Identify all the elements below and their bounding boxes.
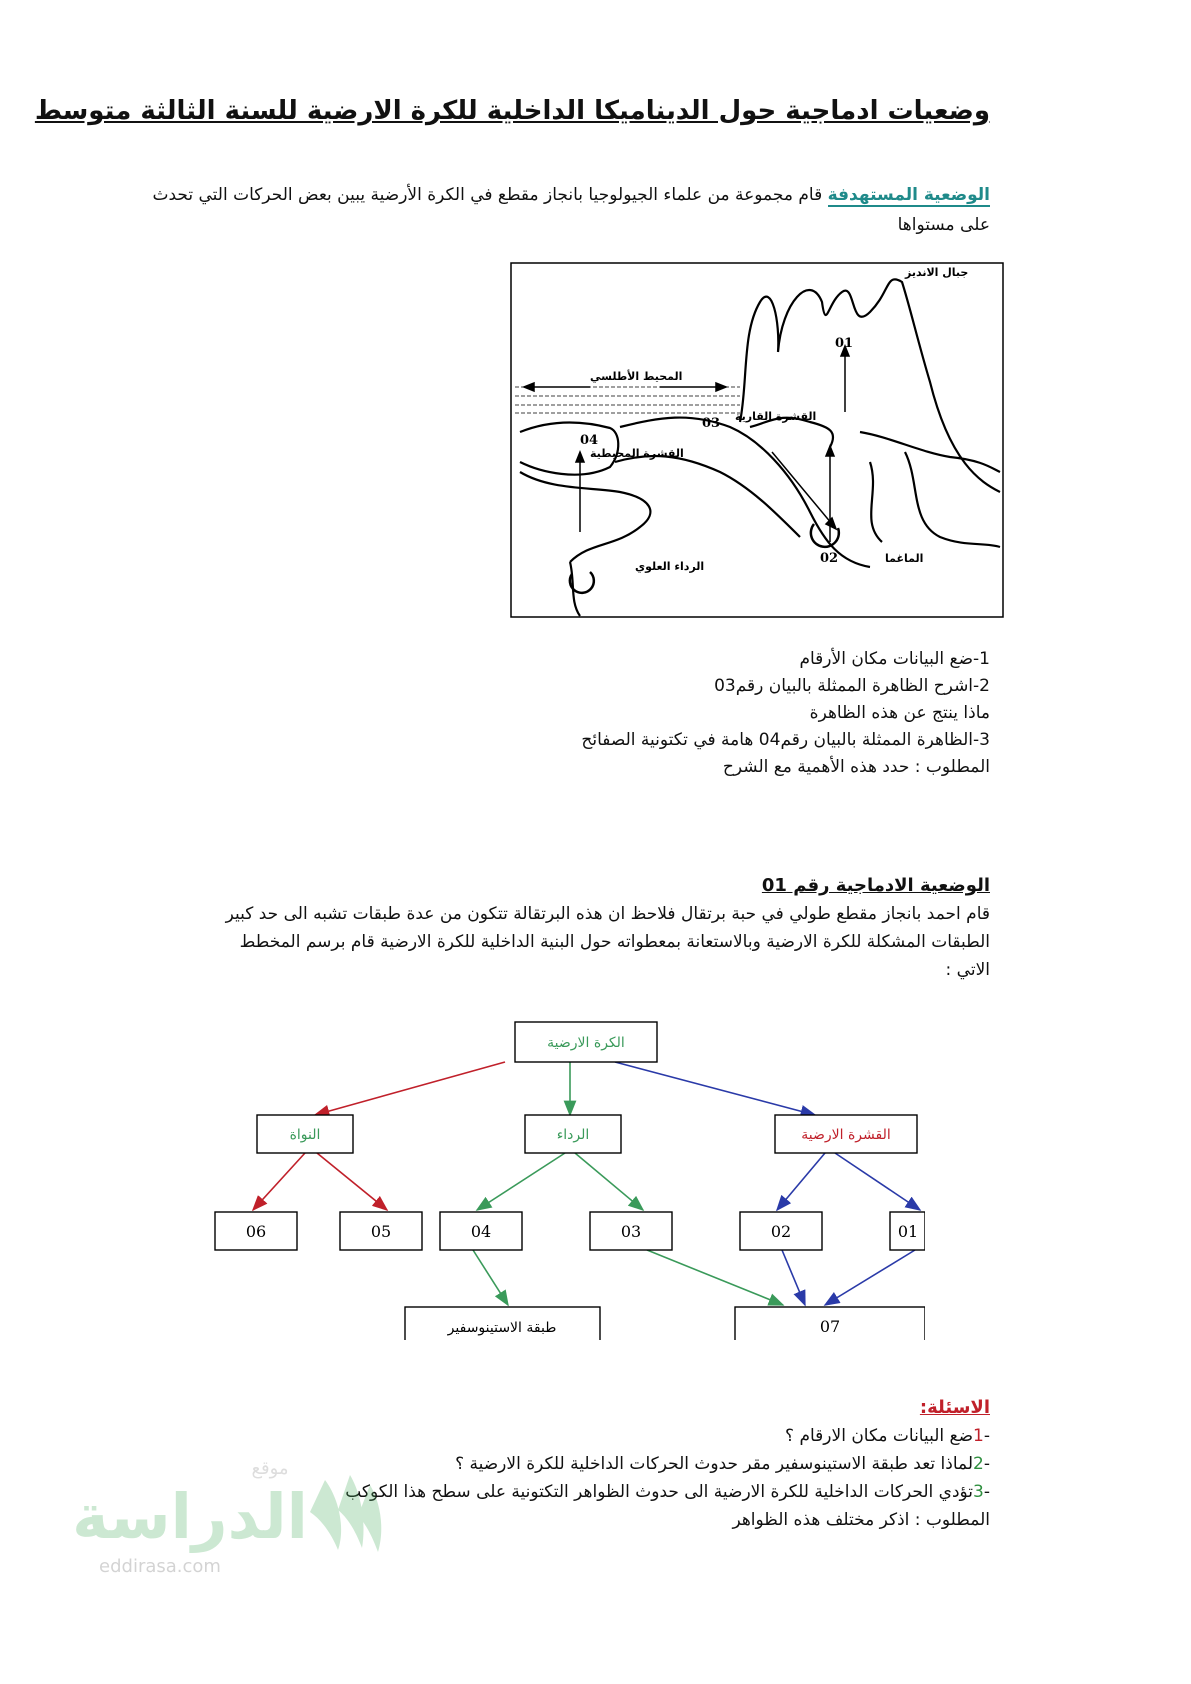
box-06: 06 bbox=[245, 1222, 267, 1241]
box-01: 01 bbox=[897, 1222, 919, 1241]
watermark-big: الدراسة bbox=[72, 1480, 308, 1553]
situation1-intro bbox=[152, 180, 990, 240]
label-oceanic-crust: القشرة المحيطية bbox=[590, 447, 684, 460]
label-continental-crust: القشرة القارية bbox=[735, 410, 817, 423]
box-05: 05 bbox=[370, 1222, 392, 1241]
s2-final-request: المطلوب : اذكر مختلف هذه الظواهر bbox=[732, 1510, 990, 1530]
s1-question-2: 2-اشرح الظاهرة الممثلة بالبيان رقم03 bbox=[714, 676, 990, 696]
s2-line3: الاتي : bbox=[945, 960, 990, 980]
watermark-url: eddirasa.com bbox=[99, 1556, 221, 1577]
watermark-small: موقع bbox=[251, 1458, 289, 1479]
s2-question-1: -1ضع البيانات مكان الارقام ؟ bbox=[785, 1426, 990, 1446]
map-number-02: 02 bbox=[820, 551, 839, 566]
box-04: 04 bbox=[470, 1222, 492, 1241]
label-andes: جبال الانديز bbox=[905, 266, 969, 279]
s1-question-2b: ماذا ينتج عن هذه الظاهرة bbox=[809, 703, 990, 723]
diagram-arrows bbox=[253, 1062, 920, 1305]
s1-question-1: 1-ضع البيانات مكان الأرقام bbox=[799, 649, 990, 669]
site-watermark bbox=[70, 1440, 400, 1580]
situation2-text bbox=[200, 872, 990, 984]
s2-line1: قام احمد بانجاز مقطع طولي في حبة برتقال فلاحظ ان هذه البرتقالة تتكون من عدة طبقات تشبه الى حد كبير bbox=[225, 904, 990, 924]
s2-question-3: -3تؤدي الحركات الداخلية للكرة الارضية الى حدوث الظواهر التكتونية على سطح هذا الكوكب bbox=[345, 1482, 990, 1502]
box-07: 07 bbox=[819, 1317, 841, 1336]
box-crust: القشرة الارضية bbox=[801, 1127, 891, 1143]
book-logo-icon bbox=[310, 1475, 381, 1552]
situation1-heading: الوضعية المستهدفة bbox=[827, 185, 990, 205]
questions-heading: الاسئلة: bbox=[919, 1397, 990, 1418]
s1-question-3b: المطلوب : حدد هذه الأهمية مع الشرح bbox=[722, 757, 990, 777]
label-atlantic: المحيط الأطلسي bbox=[590, 370, 683, 383]
box-core: النواة bbox=[289, 1127, 321, 1143]
intro-line1: قام مجموعة من علماء الجيولوجيا بانجاز مقطع في الكرة الأرضية يبين بعض الحركات التي تحدث bbox=[152, 185, 823, 205]
earth-structure-diagram bbox=[205, 1010, 925, 1340]
page-title: وضعيات ادماجية حول الديناميكا الداخلية للكرة الارضية للسنة الثالثة متوسط bbox=[34, 96, 990, 126]
map-number-03: 03 bbox=[702, 416, 721, 431]
box-earth: الكرة الارضية bbox=[547, 1035, 625, 1051]
map-number-04: 04 bbox=[580, 433, 599, 448]
box-02: 02 bbox=[770, 1222, 792, 1241]
box-mantle: الرداء bbox=[556, 1127, 590, 1143]
s1-question-3: 3-الظاهرة الممثلة بالبيان رقم04 هامة في تكتونية الصفائح bbox=[581, 730, 990, 750]
situation2-heading: الوضعية الادماجية رقم 01 bbox=[761, 875, 990, 896]
s2-question-2: -2لماذا تعد طبقة الاستينوسفير مقر حدوث الحركات الداخلية للكرة الارضية ؟ bbox=[455, 1454, 990, 1474]
map-number-01: 01 bbox=[835, 336, 854, 351]
box-asthenosphere: طبقة الاستينوسفير bbox=[447, 1320, 557, 1336]
situation1-questions bbox=[400, 646, 990, 781]
label-magma: الماغما bbox=[885, 552, 924, 565]
tectonic-section-map bbox=[510, 262, 1004, 618]
s2-line2: الطبقات المشكلة للكرة الارضية وبالاستعانة بمعطواته حول البنية الداخلية للكرة الارضية قام برسم المخطط bbox=[239, 932, 990, 952]
label-upper-mantle: الرداء العلوي bbox=[635, 560, 705, 573]
box-03: 03 bbox=[620, 1222, 642, 1241]
intro-line2: على مستواها bbox=[897, 215, 990, 235]
